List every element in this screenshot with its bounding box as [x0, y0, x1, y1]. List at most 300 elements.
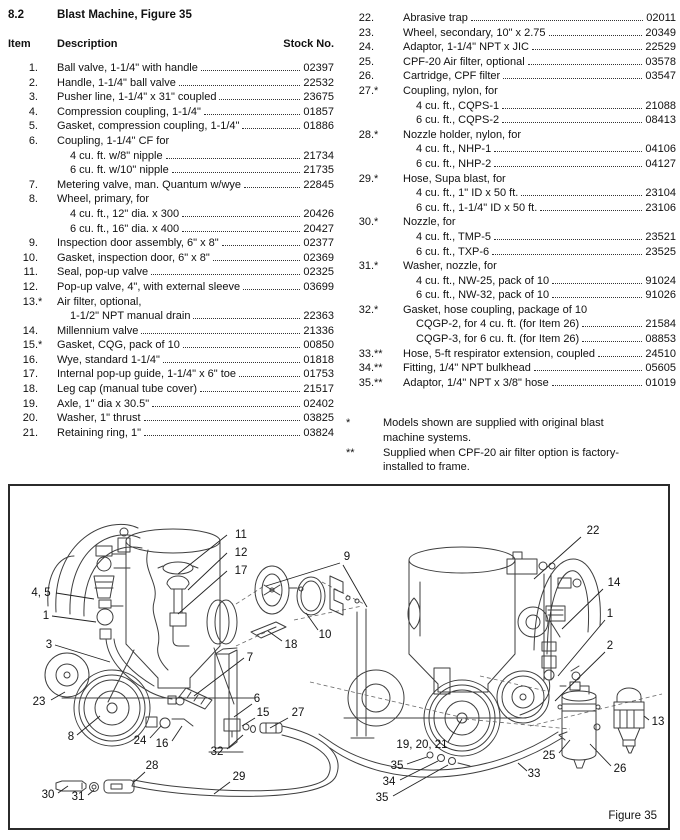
item-number: 25.: [358, 55, 374, 68]
leader-dots: [219, 99, 300, 100]
callout-leader-line: [562, 589, 603, 629]
item-description: 6 cu. ft., 16" dia. x 400: [70, 222, 180, 235]
item-footnote-marker: **: [374, 347, 383, 360]
stock-number: 22363: [303, 310, 334, 323]
item-number: 15.: [22, 339, 38, 352]
stock-number: 01753: [303, 368, 334, 381]
parts-row: [8, 61, 334, 76]
item-number: 19.: [22, 397, 38, 410]
item-number: 30.: [358, 216, 374, 229]
parts-row: [8, 426, 334, 441]
figure-callout-label: 15: [256, 707, 270, 719]
item-description: Pop-up valve, 4", with external sleeve: [57, 280, 241, 293]
item-footnote-marker: **: [374, 362, 383, 375]
item-number: 23.: [358, 26, 374, 39]
stock-number: 22532: [303, 76, 334, 89]
item-description: Coupling, nylon, for: [403, 84, 498, 97]
stock-number: 08413: [645, 114, 676, 127]
item-description: 6 cu. ft., NW-32, pack of 10: [416, 289, 550, 302]
item-description: Nozzle, for: [403, 216, 456, 229]
parts-row: [8, 367, 334, 382]
item-number: 8.: [28, 193, 38, 206]
parts-row: [344, 347, 676, 362]
leader-dots: [141, 333, 300, 334]
item-number: 17.: [22, 368, 38, 381]
leader-dots: [213, 260, 301, 261]
leader-dots: [193, 318, 300, 319]
leader-dots: [521, 195, 642, 196]
stock-number: 03825: [303, 412, 334, 425]
item-number: 32.: [358, 303, 374, 316]
stock-number: 20427: [303, 222, 334, 235]
parts-row: [344, 317, 676, 332]
figure-callout-label: 14: [607, 577, 621, 589]
leader-dots: [502, 108, 642, 109]
parts-row: [344, 11, 676, 26]
item-description: 6 cu. ft., NHP-2: [416, 157, 492, 170]
parts-row: [344, 332, 676, 347]
figure-callout-label: 33: [527, 768, 541, 780]
item-number: 33.: [358, 347, 374, 360]
parts-row: [344, 274, 676, 289]
item-description: Adaptor, 1-1/4" NPT x JIC: [403, 41, 529, 54]
parts-row: [8, 265, 334, 280]
figure-callout-label: 11: [235, 529, 247, 541]
figure-35-frame: [8, 484, 670, 830]
stock-number: 24510: [645, 347, 676, 360]
callout-leader-line: [559, 740, 570, 753]
leader-dots: [494, 166, 642, 167]
footnote-text: Models shown are supplied with original blast machine systems.: [383, 417, 604, 444]
parts-row: [8, 222, 334, 237]
figure-caption: Figure 35: [608, 810, 657, 822]
parts-row: [344, 40, 676, 55]
stock-number: 23521: [645, 230, 676, 243]
parts-row: [344, 157, 676, 172]
item-description: Hose, Supa blast, for: [403, 172, 506, 185]
item-description: 4 cu. ft., CQPS-1: [416, 99, 500, 112]
callout-leader-line: [266, 563, 340, 586]
stock-number: 01886: [303, 120, 334, 133]
stock-number: 04106: [645, 143, 676, 156]
parts-row: [344, 201, 676, 216]
item-number: 18.: [22, 383, 38, 396]
stock-number: 22529: [645, 41, 676, 54]
stock-number: 01019: [645, 376, 676, 389]
leader-dots: [243, 289, 300, 290]
callout-leader-line: [150, 726, 161, 738]
parts-row: [344, 288, 676, 303]
footnote: [344, 446, 676, 476]
item-number: 16.: [22, 353, 38, 366]
item-number: 2.: [28, 76, 38, 89]
item-number: 31.: [358, 260, 374, 273]
item-footnote-marker: *: [374, 128, 379, 141]
item-number: 27.: [358, 84, 374, 97]
item-description: Metering valve, man. Quantum w/wye: [57, 178, 242, 191]
leader-dots: [182, 231, 300, 232]
item-number: 35.: [358, 376, 374, 389]
blast-machine-diagram: [10, 486, 668, 828]
leader-dots: [200, 391, 300, 392]
item-description: 4 cu. ft., 12" dia. x 300: [70, 207, 180, 220]
footnote-marker: *: [346, 417, 351, 429]
item-description: Handle, 1-1/4" ball valve: [57, 76, 176, 89]
callout-leader-line: [52, 616, 96, 622]
item-description: Retaining ring, 1": [57, 426, 142, 439]
stock-number: 08853: [645, 333, 676, 346]
figure-callout-label: 7: [246, 652, 254, 664]
item-description: Wheel, secondary, 10" x 2.75: [403, 26, 546, 39]
item-description: CPF-20 Air filter, optional: [403, 55, 525, 68]
leader-dots: [494, 239, 642, 240]
item-description: Nozzle holder, nylon, for: [403, 128, 522, 141]
callout-leader-line: [58, 786, 68, 793]
parts-row: [344, 26, 676, 41]
parts-row: [8, 76, 334, 91]
callout-leader-line: [558, 620, 605, 676]
figure-callout-label: 35: [375, 792, 389, 804]
stock-number: 20426: [303, 207, 334, 220]
figure-callout-label: 32: [210, 746, 224, 758]
parts-row: [8, 397, 334, 412]
item-description: Washer, nozzle, for: [403, 260, 497, 273]
header-description: Description: [57, 38, 118, 50]
leader-dots: [582, 326, 642, 327]
item-number: 28.: [358, 128, 374, 141]
item-number: 29.: [358, 172, 374, 185]
parts-row: [344, 99, 676, 114]
item-footnote-marker: *: [374, 216, 379, 229]
stock-number: 21584: [645, 318, 676, 331]
item-description: Coupling, 1-1/4" CF for: [57, 134, 170, 147]
item-description: Wye, standard 1-1/4": [57, 353, 160, 366]
leader-dots: [540, 210, 642, 211]
parts-row: [8, 236, 334, 251]
parts-row: [8, 149, 334, 164]
figure-callout-label: 17: [234, 565, 248, 577]
item-description: Millennium valve: [57, 324, 139, 337]
stock-number: 21734: [303, 149, 334, 162]
figure-callout-label: 13: [651, 716, 665, 728]
leader-dots: [163, 362, 301, 363]
leader-dots: [503, 78, 642, 79]
leader-dots: [151, 274, 300, 275]
leader-dots: [534, 370, 643, 371]
stock-number: 02377: [303, 237, 334, 250]
item-number: 24.: [358, 41, 374, 54]
item-description: Pusher line, 1-1/4" x 31" coupled: [57, 91, 217, 104]
parts-table-header: [8, 38, 334, 50]
item-description: Air filter, optional,: [57, 295, 142, 308]
parts-row: [8, 382, 334, 397]
item-description: 4 cu. ft., NW-25, pack of 10: [416, 274, 550, 287]
stock-number: 23525: [645, 245, 676, 258]
item-number: 21.: [22, 426, 38, 439]
item-description: Gasket, inspection door, 6" x 8": [57, 251, 210, 264]
figure-callout-label: 12: [234, 547, 248, 559]
callout-leader-line: [56, 593, 94, 599]
stock-number: 01818: [303, 353, 334, 366]
item-number: 12.: [22, 280, 38, 293]
parts-row: [344, 245, 676, 260]
figure-callout-label: 6: [253, 693, 261, 705]
callout-leader-line: [518, 763, 527, 771]
item-description: Compression coupling, 1-1/4": [57, 105, 201, 118]
parts-row: [8, 90, 334, 105]
stock-number: 91024: [645, 274, 676, 287]
parts-row: [344, 128, 676, 143]
stock-number: 23104: [645, 187, 676, 200]
parts-row: [344, 55, 676, 70]
item-description: Seal, pop-up valve: [57, 266, 149, 279]
parts-row: [344, 69, 676, 84]
leader-dots: [502, 122, 642, 123]
figure-callout-label: 9: [343, 551, 351, 563]
stock-number: 20349: [645, 26, 676, 39]
parts-row: [8, 192, 334, 207]
header-item: Item: [8, 38, 31, 50]
item-footnote-marker: *: [38, 295, 43, 308]
stock-number: 21336: [303, 324, 334, 337]
stock-number: 23675: [303, 91, 334, 104]
item-description: Axle, 1" dia x 30.5": [57, 397, 150, 410]
parts-row: [344, 259, 676, 274]
stock-number: 02402: [303, 397, 334, 410]
leader-dots: [182, 216, 300, 217]
leader-dots: [494, 151, 642, 152]
leader-dots: [532, 49, 642, 50]
leader-dots: [201, 70, 301, 71]
stock-number: 02325: [303, 266, 334, 279]
parts-row: [8, 105, 334, 120]
stock-number: 22845: [303, 178, 334, 191]
figure-callout-label: 29: [232, 771, 246, 783]
parts-row: [344, 303, 676, 318]
item-description: 4 cu. ft., NHP-1: [416, 143, 492, 156]
item-footnote-marker: *: [374, 303, 379, 316]
stock-number: 21735: [303, 164, 334, 177]
stock-number: 05605: [645, 362, 676, 375]
item-description: Cartridge, CPF filter: [403, 70, 501, 83]
leader-dots: [242, 128, 300, 129]
item-description: 6 cu. ft., CQPS-2: [416, 114, 500, 127]
item-number: 14.: [22, 324, 38, 337]
item-number: 10.: [22, 251, 38, 264]
item-description: Adaptor, 1/4" NPT x 3/8" hose: [403, 376, 549, 389]
callout-leader-line: [134, 772, 145, 782]
figure-callout-label: 30: [41, 789, 55, 801]
parts-row: [344, 142, 676, 157]
leader-dots: [582, 341, 642, 342]
stock-number: 21517: [303, 383, 334, 396]
figure-callout-label: 2: [606, 640, 614, 652]
leader-dots: [204, 114, 300, 115]
page-title: Blast Machine, Figure 35: [57, 9, 192, 21]
leader-dots: [183, 347, 301, 348]
parts-row: [344, 230, 676, 245]
item-description: Gasket, hose coupling, package of 10: [403, 303, 588, 316]
item-description: 1-1/2" NPT manual drain: [70, 310, 191, 323]
figure-callout-label: 27: [291, 707, 305, 719]
leader-dots: [549, 35, 643, 36]
callout-leader-line: [590, 744, 611, 766]
section-heading: [8, 9, 334, 21]
parts-row: [8, 280, 334, 295]
leader-dots: [172, 172, 301, 173]
parts-row: [8, 338, 334, 353]
item-number: 20.: [22, 412, 38, 425]
header-stock-no: Stock No.: [283, 38, 334, 50]
stock-number: 02369: [303, 251, 334, 264]
callout-leader-line: [172, 726, 182, 741]
item-description: 6 cu. ft., 1-1/4" ID x 50 ft.: [416, 201, 538, 214]
leader-dots: [244, 187, 300, 188]
parts-row: [8, 178, 334, 193]
item-description: 4 cu. ft., TMP-5: [416, 230, 491, 243]
figure-callout-label: 24: [133, 735, 147, 747]
leader-dots: [471, 20, 643, 21]
callout-leader-line: [644, 716, 649, 720]
parts-row: [8, 134, 334, 149]
callout-leader-line: [555, 652, 605, 701]
callout-leader-line: [534, 537, 581, 579]
item-number: 34.: [358, 362, 374, 375]
stock-number: 03824: [303, 426, 334, 439]
footnotes: [344, 416, 676, 475]
footnote-text: Supplied when CPF-20 air filter option is factory-installed to frame.: [383, 446, 619, 474]
stock-number: 04127: [645, 157, 676, 170]
item-number: 13.: [22, 295, 38, 308]
stock-number: 91026: [645, 289, 676, 302]
item-number: 26.: [358, 70, 374, 83]
stock-number: 03699: [303, 280, 334, 293]
figure-callout-label: 16: [155, 738, 169, 750]
parts-row: [8, 251, 334, 266]
item-description: Gasket, compression coupling, 1-1/4": [57, 120, 240, 133]
item-description: Fitting, 1/4" NPT bulkhead: [403, 362, 531, 375]
figure-callout-label: 1: [42, 610, 50, 622]
item-description: Wheel, primary, for: [57, 193, 150, 206]
callout-leader-line: [407, 757, 427, 764]
stock-number: 03547: [645, 70, 676, 83]
figure-callout-label: 26: [613, 763, 627, 775]
stock-number: 01857: [303, 105, 334, 118]
item-number: 11.: [23, 266, 38, 279]
item-footnote-marker: *: [374, 84, 379, 97]
leader-dots: [239, 376, 300, 377]
figure-callout-label: 25: [542, 750, 556, 762]
item-description: 6 cu. ft. w/10" nipple: [70, 164, 169, 177]
leader-dots: [528, 64, 643, 65]
figure-callout-label: 19, 20, 21: [396, 739, 448, 751]
parts-row: [344, 113, 676, 128]
item-description: Internal pop-up guide, 1-1/4" x 6" toe: [57, 368, 237, 381]
parts-row: [8, 163, 334, 178]
parts-row: [8, 353, 334, 368]
callout-leader-line: [188, 553, 227, 590]
footnote: [344, 416, 676, 446]
figure-callout-label: 23: [32, 696, 46, 708]
parts-row: [344, 186, 676, 201]
parts-row: [344, 361, 676, 376]
figure-callout-label: 34: [382, 776, 396, 788]
leader-dots: [598, 356, 642, 357]
stock-number: 02397: [303, 62, 334, 74]
item-description: Hose, 5-ft respirator extension, coupled: [403, 347, 595, 360]
figure-callout-label: 28: [145, 760, 159, 772]
item-footnote-marker: *: [374, 260, 379, 273]
parts-row: [344, 376, 676, 391]
callout-leader-line: [214, 782, 230, 794]
parts-row: [8, 295, 334, 310]
stock-number: 00850: [303, 339, 334, 352]
callout-leader-line: [268, 631, 282, 641]
item-description: Washer, 1" thrust: [57, 412, 141, 425]
item-number: 3.: [28, 91, 38, 104]
figure-callout-label: 31: [71, 791, 85, 803]
stock-number: 03578: [645, 55, 676, 68]
leader-dots: [552, 297, 642, 298]
figure-callout-label: 18: [284, 639, 298, 651]
item-number: 1.: [28, 62, 38, 74]
figure-callout-label: 1: [606, 608, 614, 620]
leader-dots: [222, 245, 301, 246]
section-number: 8.2: [8, 9, 24, 21]
item-number: 6.: [28, 134, 38, 147]
item-description: 4 cu. ft., 1" ID x 50 ft.: [416, 187, 519, 200]
leader-dots: [144, 420, 301, 421]
item-description: Ball valve, 1-1/4" with handle: [57, 62, 198, 74]
stock-number: 23106: [645, 201, 676, 214]
item-footnote-marker: *: [38, 339, 43, 352]
parts-list-left: [8, 61, 334, 440]
item-description: Inspection door assembly, 6" x 8": [57, 237, 219, 250]
parts-row: [344, 172, 676, 187]
item-description: Abrasive trap: [403, 12, 468, 24]
item-number: 5.: [28, 120, 38, 133]
item-footnote-marker: **: [374, 376, 383, 389]
parts-row: [8, 119, 334, 134]
figure-callout-label: 3: [45, 639, 53, 651]
item-number: 7.: [28, 178, 38, 191]
figure-callout-label: 8: [67, 731, 75, 743]
item-number: 9.: [28, 237, 38, 250]
stock-number: 21088: [645, 99, 676, 112]
parts-row: [8, 324, 334, 339]
parts-row: [344, 215, 676, 230]
item-description: Leg cap (manual tube cover): [57, 383, 198, 396]
item-description: CQGP-2, for 4 cu. ft. (for Item 26): [416, 318, 580, 331]
callout-leader-line: [51, 692, 65, 700]
leader-dots: [552, 283, 642, 284]
item-description: Gasket, CQG, pack of 10: [57, 339, 180, 352]
item-description: 4 cu. ft. w/8" nipple: [70, 149, 163, 162]
leader-dots: [179, 85, 301, 86]
figure-callout-label: 10: [318, 629, 332, 641]
leader-dots: [144, 435, 300, 436]
leader-dots: [492, 254, 642, 255]
item-number: 22.: [358, 12, 374, 24]
item-number: 4.: [28, 105, 38, 118]
figure-callout-label: 4, 5: [31, 587, 51, 599]
parts-row: [8, 411, 334, 426]
parts-list-right: [344, 11, 676, 390]
parts-row: [344, 84, 676, 99]
leader-dots: [166, 158, 301, 159]
stock-number: 02011: [646, 12, 676, 24]
footnote-marker: **: [346, 446, 355, 459]
